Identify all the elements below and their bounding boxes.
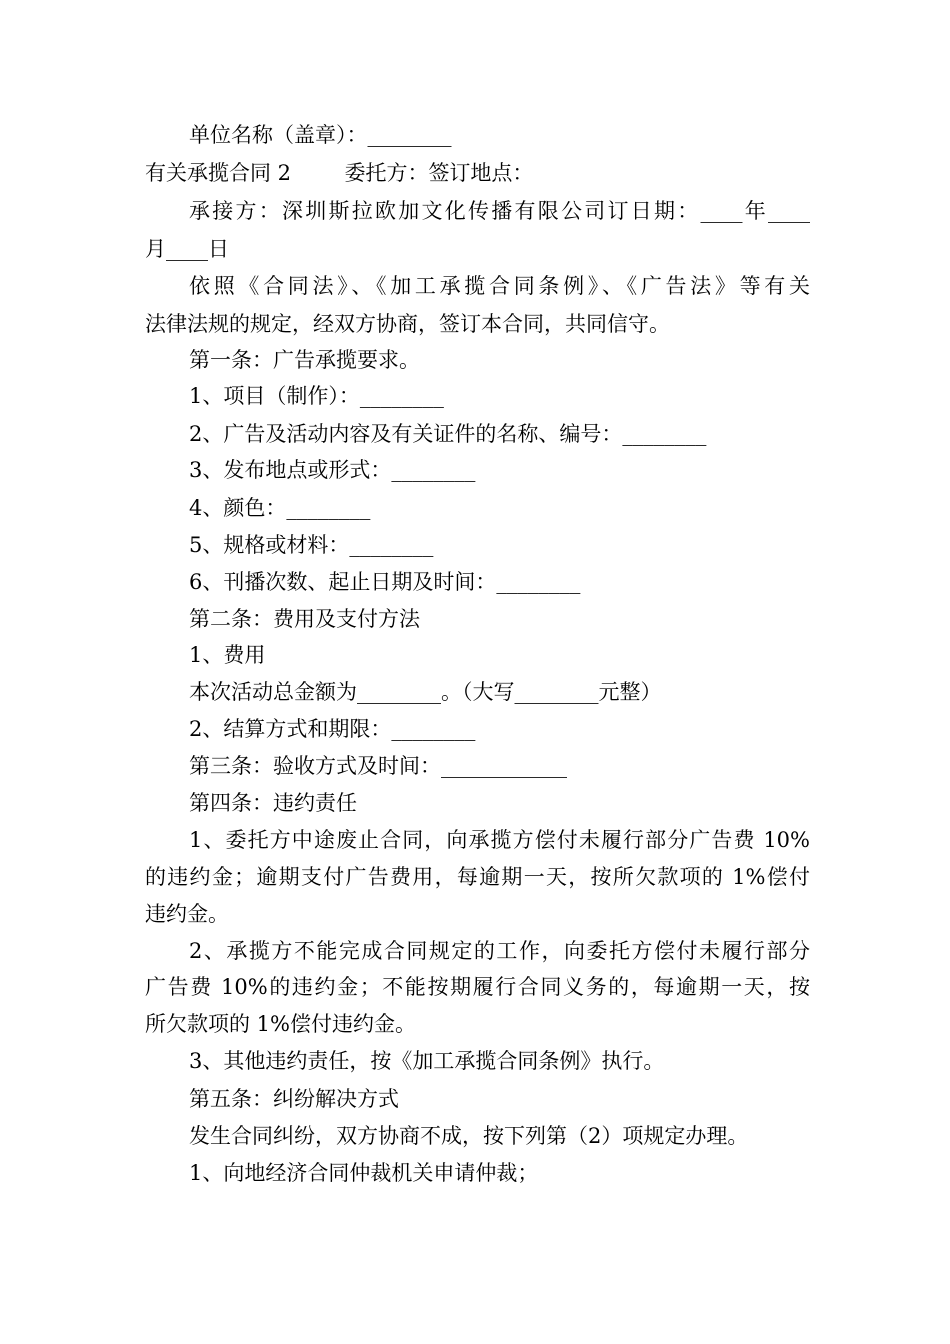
article-1-item-3: 3、发布地点或形式：________ — [189, 458, 476, 482]
article-4-item-2-line-2: 广告费 10%的违约金；不能按期履行合同义务的，每逾期一天，按 — [145, 975, 810, 999]
article-4-item-1-line-1: 1、委托方中途废止合同，向承揽方偿付未履行部分广告费 10% — [189, 828, 810, 852]
article-1-item-6: 6、刊播次数、起止日期及时间：________ — [189, 570, 581, 594]
article-4-heading: 第四条：违约责任 — [189, 791, 357, 815]
article-1-item-4: 4、颜色：________ — [189, 496, 371, 520]
preamble-line-2: 法律法规的规定，经双方协商，签订本合同，共同信守。 — [145, 312, 670, 336]
article-1-item-1: 1、项目（制作）：________ — [189, 384, 444, 408]
date-continuation-line: 月____日 — [145, 237, 229, 261]
article-4-item-1-line-3: 违约金。 — [145, 902, 229, 926]
article-3-heading: 第三条：验收方式及时间：____________ — [189, 754, 567, 778]
article-2-item-1: 1、费用 — [189, 643, 266, 667]
contractor-line: 承接方：深圳斯拉欧加文化传播有限公司订日期：____年____ — [189, 199, 810, 223]
article-1-item-2: 2、广告及活动内容及有关证件的名称、编号：________ — [189, 422, 707, 446]
article-4-item-3: 3、其他违约责任，按《加工承揽合同条例》执行。 — [189, 1049, 665, 1073]
article-4-item-1-line-2: 的违约金；逾期支付广告费用，每逾期一天，按所欠款项的 1%偿付 — [145, 865, 810, 889]
article-1-item-5: 5、规格或材料：________ — [189, 533, 434, 557]
total-amount-line: 本次活动总金额为________。（大写________元整） — [189, 680, 662, 704]
article-2-heading: 第二条：费用及支付方法 — [189, 607, 420, 631]
contract-heading-line: 有关承揽合同 2 委托方：签订地点： — [145, 161, 534, 185]
preamble-line-1: 依照《合同法》、《加工承揽合同条例》、《广告法》等有关 — [189, 274, 810, 298]
article-4-item-2-line-3: 所欠款项的 1%偿付违约金。 — [145, 1012, 416, 1036]
article-5-intro: 发生合同纠纷，双方协商不成，按下列第（2）项规定办理。 — [189, 1124, 749, 1148]
unit-name-seal-line: 单位名称（盖章）：________ — [189, 123, 452, 147]
article-2-item-2: 2、结算方式和期限：________ — [189, 717, 476, 741]
article-5-heading: 第五条：纠纷解决方式 — [189, 1087, 399, 1111]
article-4-item-2-line-1: 2、承揽方不能完成合同规定的工作，向委托方偿付未履行部分 — [189, 939, 810, 963]
article-5-item-1: 1、向地经济合同仲裁机关申请仲裁； — [189, 1161, 539, 1185]
article-1-heading: 第一条：广告承揽要求。 — [189, 348, 420, 372]
